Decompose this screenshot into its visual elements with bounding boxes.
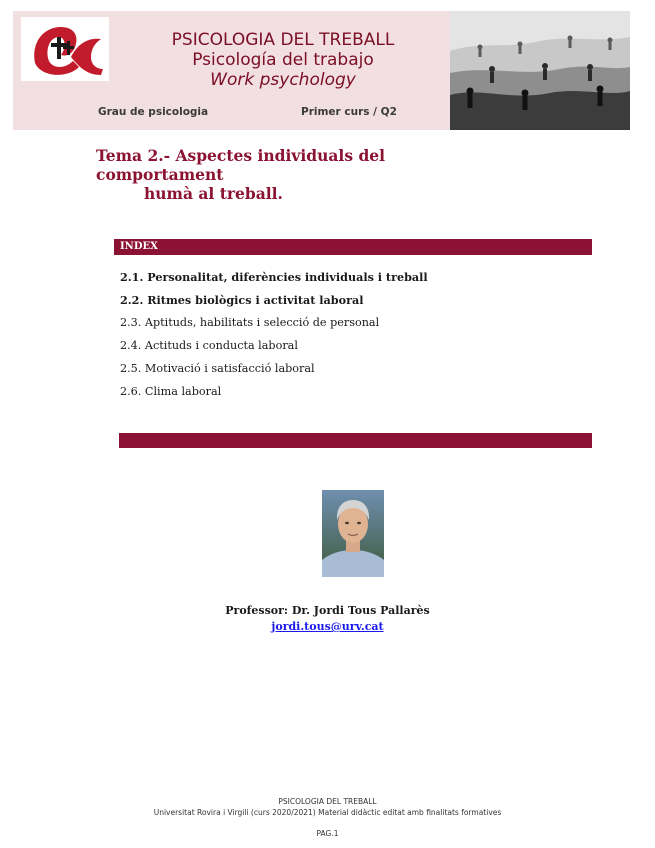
index-item: 2.3. Aptituds, habilitats i selecció de personal (120, 316, 380, 329)
professor-photo (322, 490, 384, 577)
header-title-catalan: PSICOLOGIA DEL TREBALL (171, 30, 395, 50)
header-title-spanish: Psicología del trabajo (192, 50, 374, 70)
topic-title-line2: humà al treball. (144, 184, 283, 203)
header-title-english: Work psychology (210, 70, 356, 90)
index-item: 2.5. Motivació i satisfacció laboral (120, 362, 315, 375)
professor-email-line (0, 620, 655, 633)
index-item: 2.2. Ritmes biològics i activitat laboral (120, 293, 364, 307)
professor-email-link[interactable]: jordi.tous@urv.cat (271, 620, 384, 633)
university-logo (21, 17, 109, 81)
index-item: 2.6. Clima laboral (120, 385, 222, 398)
topic-title (96, 146, 516, 203)
course-label: Primer curs / Q2 (301, 106, 397, 118)
footer-note: Universitat Rovira i Virgili (curs 2020/2021) Material didàctic editat amb finalitats formatives (153, 808, 502, 817)
index-item: 2.1. Personalitat, diferències individuals i treball (120, 270, 428, 284)
index-heading: INDEX (114, 239, 592, 255)
index-list (120, 269, 428, 407)
page-number: PAG.1 (316, 829, 339, 838)
professor-name: Professor: Dr. Jordi Tous Pallarès (225, 604, 430, 617)
document-header (13, 11, 630, 130)
topic-title-line1: Tema 2.- Aspectes individuals del comportament (96, 146, 386, 184)
workers-illustration (450, 11, 630, 130)
footer-title: PSICOLOGIA DEL TREBALL (278, 797, 377, 806)
index-item: 2.4. Actituds i conducta laboral (120, 339, 298, 352)
degree-label: Grau de psicologia (98, 106, 209, 118)
section-divider-bar (119, 433, 592, 448)
